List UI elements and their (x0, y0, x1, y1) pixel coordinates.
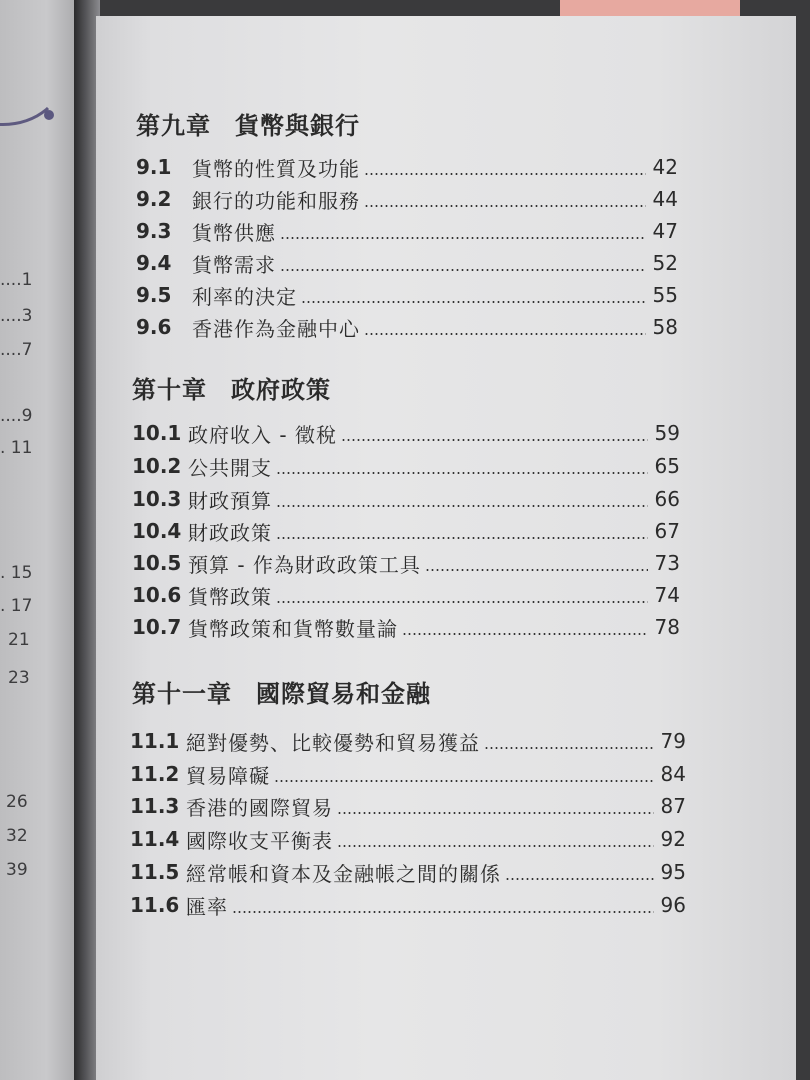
leader-dots (280, 269, 646, 271)
page-number: 87 (660, 794, 686, 818)
page-number: 42 (652, 155, 678, 179)
bookmark-ribbon (0, 20, 66, 126)
left-page-fragment: . 17 (0, 596, 33, 616)
left-page-fragment: ....1 (0, 270, 33, 290)
section-title: 香港作為金融中心 (192, 316, 360, 341)
left-page-fragment: 23 (8, 668, 30, 688)
section-number: 10.4 (132, 519, 182, 543)
section-title: 政府收入 - 徵稅 (188, 422, 337, 447)
section-number: 11.2 (130, 762, 180, 786)
chapter-heading (136, 106, 360, 141)
chapter-label: 第十章 (132, 376, 207, 404)
toc-entry[interactable] (136, 152, 678, 182)
left-page-fragment: ....3 (0, 306, 33, 326)
page-number: 78 (654, 615, 680, 639)
section-number: 9.3 (136, 219, 172, 243)
toc-entry[interactable] (132, 548, 680, 578)
toc-entry[interactable] (132, 484, 680, 514)
section-number: 9.2 (136, 187, 172, 211)
left-page-fragment: ....9 (0, 406, 33, 426)
leader-dots (364, 333, 646, 335)
page-number: 52 (652, 251, 678, 275)
left-page-fragment: . 15 (0, 563, 33, 583)
section-title: 銀行的功能和服務 (192, 188, 360, 213)
page-number: 92 (660, 827, 686, 851)
chapter-label: 第九章 (136, 112, 211, 140)
chapter-label: 第十一章 (132, 680, 232, 708)
left-page-fragment: 21 (8, 630, 30, 650)
page-number: 44 (652, 187, 678, 211)
toc-entry[interactable] (130, 726, 686, 756)
page-number: 47 (652, 219, 678, 243)
section-number: 11.3 (130, 794, 180, 818)
toc-entry[interactable] (132, 612, 680, 642)
toc-entry[interactable] (132, 418, 680, 448)
leader-dots (484, 747, 654, 749)
leader-dots (337, 812, 654, 814)
section-title: 經常帳和資本及金融帳之間的關係 (186, 861, 501, 886)
leader-dots (301, 301, 646, 303)
page-number: 96 (660, 893, 686, 917)
section-number: 11.1 (130, 729, 180, 753)
left-page-fragment: 32 (6, 826, 28, 846)
pink-bookmark-tab (560, 0, 740, 16)
page-number: 74 (654, 583, 680, 607)
leader-dots (276, 505, 648, 507)
left-page-fragment: . 11 (0, 438, 33, 458)
section-title: 貿易障礙 (186, 763, 270, 788)
toc-entry[interactable] (136, 216, 678, 246)
page-number: 79 (660, 729, 686, 753)
chapter-title: 國際貿易和金融 (256, 680, 431, 708)
page-number: 84 (660, 762, 686, 786)
leader-dots (341, 439, 648, 441)
section-title: 絕對優勢、比較優勢和貿易獲益 (186, 730, 480, 755)
section-number: 10.3 (132, 487, 182, 511)
toc-entry[interactable] (130, 857, 686, 887)
toc-entry[interactable] (130, 824, 686, 854)
section-title: 國際收支平衡表 (186, 828, 333, 853)
toc-entry[interactable] (130, 759, 686, 789)
chapter-title: 貨幣與銀行 (235, 112, 360, 140)
ribbon-end (44, 110, 54, 120)
section-number: 10.1 (132, 421, 182, 445)
section-number: 10.7 (132, 615, 182, 639)
toc-entry[interactable] (136, 280, 678, 310)
toc-entry[interactable] (130, 791, 686, 821)
toc-entry[interactable] (132, 580, 680, 610)
chapter-title: 政府政策 (231, 376, 331, 404)
section-number: 10.5 (132, 551, 182, 575)
leader-dots (402, 633, 648, 635)
toc-entry[interactable] (136, 184, 678, 214)
toc-entry[interactable] (130, 890, 686, 920)
section-title: 利率的決定 (192, 284, 297, 309)
leader-dots (364, 205, 646, 207)
leader-dots (232, 911, 654, 913)
section-title: 財政預算 (188, 488, 272, 513)
leader-dots (274, 780, 654, 782)
section-number: 10.2 (132, 454, 182, 478)
section-number: 9.1 (136, 155, 172, 179)
section-number: 9.5 (136, 283, 172, 307)
toc-entry[interactable] (132, 516, 680, 546)
left-page (0, 0, 78, 1080)
page-number: 73 (654, 551, 680, 575)
section-title: 貨幣政策 (188, 584, 272, 609)
section-title: 預算 - 作為財政政策工具 (188, 552, 421, 577)
page-number: 67 (654, 519, 680, 543)
leader-dots (276, 472, 648, 474)
page-number: 65 (654, 454, 680, 478)
leader-dots (364, 173, 646, 175)
left-page-fragment: 26 (6, 792, 28, 812)
section-title: 公共開支 (188, 455, 272, 480)
page-number: 55 (652, 283, 678, 307)
section-title: 貨幣的性質及功能 (192, 156, 360, 181)
page-number: 95 (660, 860, 686, 884)
page-number: 66 (654, 487, 680, 511)
section-number: 9.6 (136, 315, 172, 339)
section-number: 10.6 (132, 583, 182, 607)
left-page-fragment: ....7 (0, 340, 33, 360)
section-title: 匯率 (186, 894, 228, 919)
leader-dots (505, 878, 654, 880)
chapter-heading (132, 674, 431, 709)
toc-entry[interactable] (136, 312, 678, 342)
leader-dots (425, 569, 648, 571)
left-page-fragment: 39 (6, 860, 28, 880)
page-number: 58 (652, 315, 678, 339)
section-title: 貨幣供應 (192, 220, 276, 245)
section-title: 香港的國際貿易 (186, 795, 333, 820)
leader-dots (276, 537, 648, 539)
page-number: 59 (654, 421, 680, 445)
toc-entry[interactable] (132, 451, 680, 481)
section-number: 9.4 (136, 251, 172, 275)
section-number: 11.6 (130, 893, 180, 917)
section-number: 11.4 (130, 827, 180, 851)
section-title: 貨幣政策和貨幣數量論 (188, 616, 398, 641)
section-title: 貨幣需求 (192, 252, 276, 277)
leader-dots (276, 601, 648, 603)
section-number: 11.5 (130, 860, 180, 884)
section-title: 財政政策 (188, 520, 272, 545)
leader-dots (337, 845, 654, 847)
chapter-heading (132, 370, 331, 405)
leader-dots (280, 237, 646, 239)
toc-entry[interactable] (136, 248, 678, 278)
toc-page (96, 16, 796, 1080)
